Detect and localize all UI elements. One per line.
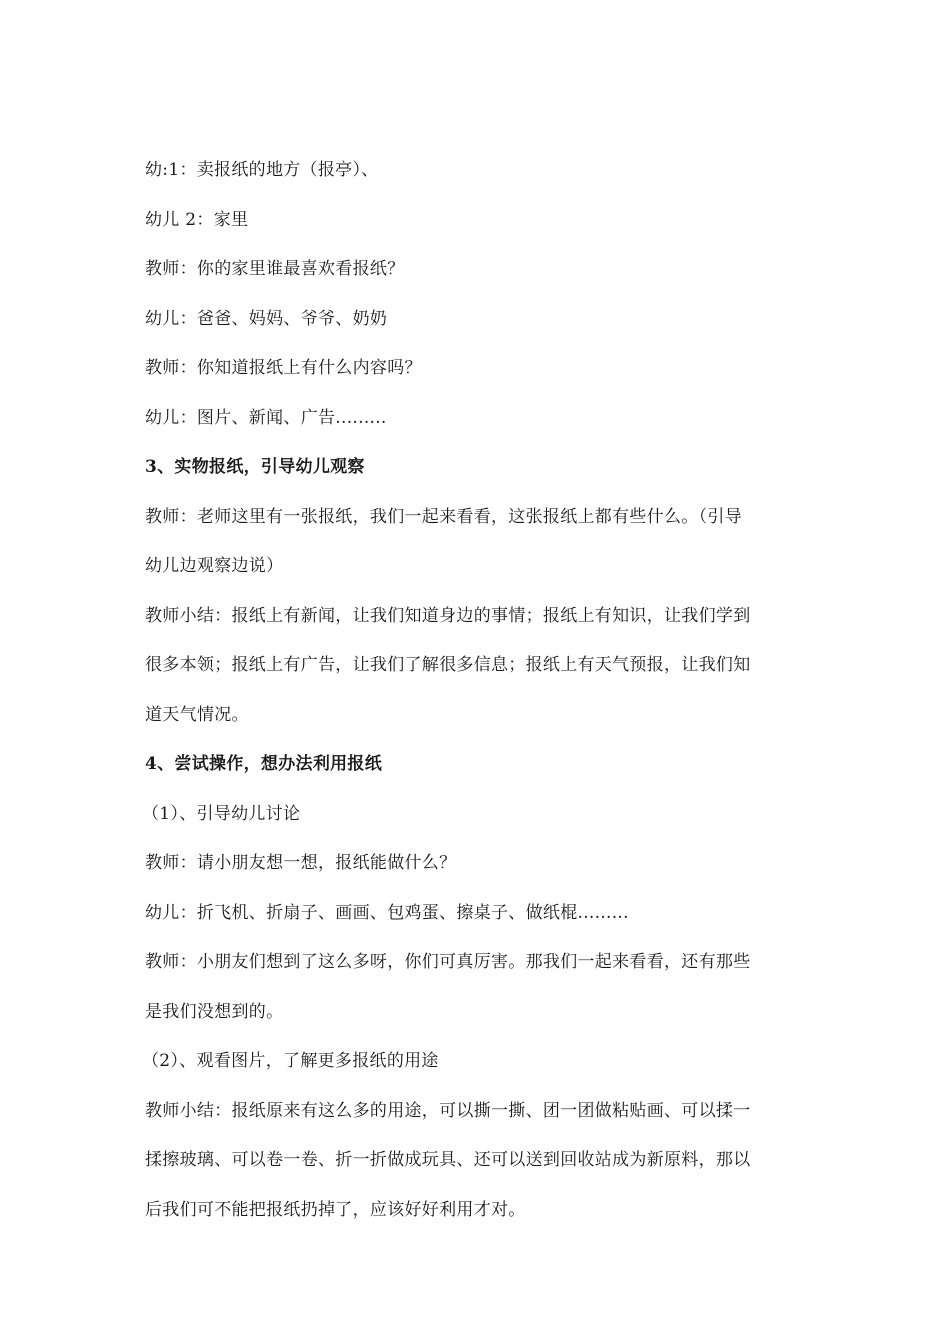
paragraph-line: 幼儿边观察边说） bbox=[145, 556, 284, 576]
paragraph-line: 是我们没想到的。 bbox=[145, 1001, 284, 1022]
dialogue-line: 教师：你的家里谁最喜欢看报纸？ bbox=[145, 259, 405, 279]
dialogue-line: 幼儿：爸爸、妈妈、爷爷、奶奶 bbox=[145, 308, 388, 329]
paragraph-line: 揉擦玻璃、可以卷一卷、折一折做成玩具、还可以送到回收站成为新原料，那以 bbox=[145, 1150, 751, 1170]
section-heading-4: 4、尝试操作，想办法利用报纸 bbox=[145, 754, 383, 774]
paragraph-line: 教师小结：报纸上有新闻，让我们知道身边的事情；报纸上有知识，让我们学到 bbox=[145, 605, 751, 626]
paragraph-line: 教师小结：报纸原来有这么多的用途，可以撕一撕、团一团做粘贴画、可以揉一 bbox=[145, 1100, 751, 1121]
paragraph-line: 后我们可不能把报纸扔掉了，应该好好利用才对。 bbox=[145, 1199, 526, 1220]
dialogue-line: 教师：你知道报纸上有什么内容吗？ bbox=[145, 358, 422, 378]
dialogue-line: 教师：请小朋友想一想，报纸能做什么？ bbox=[145, 853, 457, 873]
dialogue-line: 幼儿：图片、新闻、广告......... bbox=[145, 407, 387, 428]
subsection-heading-1: （1）、引导幼儿讨论 bbox=[142, 803, 301, 824]
paragraph-line: 道天气情况。 bbox=[145, 704, 249, 725]
document-page bbox=[142, 146, 810, 1235]
subsection-heading-2: （2）、观看图片，了解更多报纸的用途 bbox=[142, 1051, 439, 1071]
paragraph-line: 教师：小朋友们想到了这么多呀，你们可真厉害。那我们一起来看看，还有那些 bbox=[145, 952, 751, 972]
paragraph-line: 很多本领；报纸上有广告，让我们了解很多信息；报纸上有天气预报，让我们知 bbox=[145, 655, 751, 675]
paragraph-line: 教师：老师这里有一张报纸，我们一起来看看，这张报纸上都有些什么。（引导 bbox=[145, 506, 742, 527]
dialogue-line: 幼儿 2：家里 bbox=[145, 209, 249, 230]
dialogue-line: 幼儿：折飞机、折扇子、画画、包鸡蛋、擦桌子、做纸棍......... bbox=[145, 902, 629, 923]
dialogue-line: 幼:1：卖报纸的地方（报亭）、 bbox=[145, 160, 379, 180]
section-heading-3: 3、实物报纸，引导幼儿观察 bbox=[145, 457, 365, 477]
